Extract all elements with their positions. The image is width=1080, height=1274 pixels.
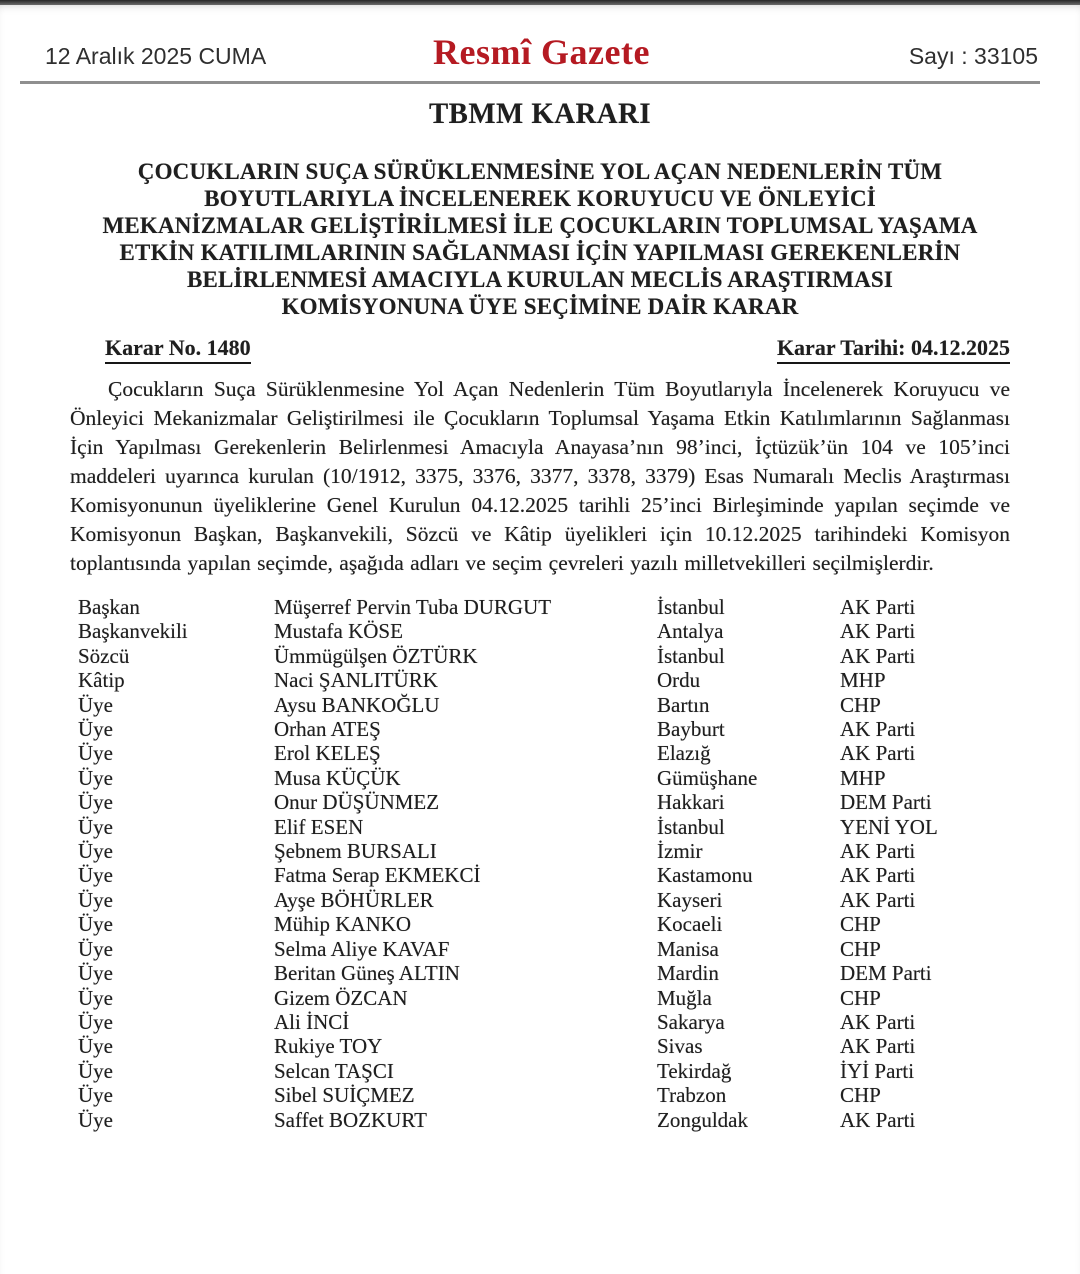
- member-party: AK Parti: [840, 741, 916, 766]
- member-name: Musa KÜÇÜK: [274, 765, 401, 790]
- member-city: Mardin: [657, 961, 719, 986]
- decision-body-paragraph: Çocukların Suça Sürüklenmesine Yol Açan Nedenlerin Tüm Boyutlarıyla İncelenerek Koruyucu ve Önleyici Mekanizmalar Geliştirilmesi ile Çocukların Toplumsal Yaşama Etkin Katılımlarının Sağlanması İçin Yapılması Gerekenlerin Belirlenmesi Amacıyla Anayasa’nın 98’inci, İçtüzük’ün 104 ve 105’inci maddeleri uyarınca kurulan (10/1912, 3375, 3376, 3377, 3378, 3379) Esas Numaralı Meclis Araştırması Komisyonunun üyeliklerine Genel Kurulun 04.12.2025 tarihli 25’inci Birleşiminde yapılan seçimde ve Komisyonun Başkan, Başkanvekili, Sözcü ve Kâtip üyelikleri için 10.12.2025 tarihindeki Komisyon toplantısında yapılan seçimde, aşağıda adları ve seçim çevreleri yazılı milletvekilleri seçilmişlerdir.: [70, 377, 1010, 575]
- table-row: [78, 644, 1010, 668]
- member-city: İstanbul: [657, 814, 725, 839]
- member-role: Üye: [78, 790, 113, 815]
- member-name: Aysu BANKOĞLU: [274, 692, 440, 717]
- member-city: Bartın: [657, 692, 710, 717]
- decision-number: Karar No. 1480: [105, 335, 251, 364]
- member-city: Kocaeli: [657, 912, 723, 937]
- member-city: Antalya: [657, 619, 724, 644]
- member-role: Üye: [78, 741, 113, 766]
- member-name: Onur DÜŞÜNMEZ: [274, 790, 440, 815]
- member-party: CHP: [840, 985, 881, 1010]
- table-row: [78, 668, 1010, 692]
- member-role: Üye: [78, 765, 113, 790]
- table-row: [78, 1034, 1010, 1058]
- member-role: Üye: [78, 1009, 113, 1034]
- member-role: Üye: [78, 839, 113, 864]
- member-name: Mühip KANKO: [274, 912, 412, 937]
- table-row: [78, 717, 1010, 741]
- member-city: Zonguldak: [657, 1107, 748, 1132]
- member-city: Manisa: [657, 936, 719, 961]
- table-row: [78, 912, 1010, 936]
- member-name: Gizem ÖZCAN: [274, 985, 408, 1010]
- member-role: Üye: [78, 814, 113, 839]
- member-name: Saffet BOZKURT: [274, 1107, 427, 1132]
- decision-title-line: BOYUTLARIYLA İNCELENEREK KORUYUCU VE ÖNLEYİCİ: [204, 186, 876, 211]
- member-role: Üye: [78, 1058, 113, 1083]
- decision-date: Karar Tarihi: 04.12.2025: [777, 335, 1010, 364]
- table-row: [78, 888, 1010, 912]
- member-party: DEM Parti: [840, 790, 932, 815]
- member-role: Üye: [78, 1083, 113, 1108]
- table-row: [78, 863, 1010, 887]
- table-row: [78, 619, 1010, 643]
- member-party: AK Parti: [840, 595, 916, 619]
- member-city: Hakkari: [657, 790, 725, 815]
- decision-meta: [70, 335, 1010, 364]
- member-city: Kastamonu: [657, 863, 753, 888]
- member-party: İYİ Parti: [840, 1058, 915, 1083]
- header-divider: [20, 81, 1040, 84]
- member-role: Üye: [78, 985, 113, 1010]
- member-city: Sivas: [657, 1034, 703, 1059]
- member-role: Üye: [78, 961, 113, 986]
- member-role: Üye: [78, 863, 113, 888]
- member-party: AK Parti: [840, 887, 916, 912]
- table-row: [78, 693, 1010, 717]
- member-name: Fatma Serap EKMEKCİ: [274, 863, 481, 888]
- decision-title-line: KOMİSYONUNA ÜYE SEÇİMİNE DAİR KARAR: [281, 294, 799, 319]
- member-name: Selma Aliye KAVAF: [274, 936, 450, 961]
- member-name: Müşerref Pervin Tuba DURGUT: [274, 595, 552, 619]
- member-party: AK Parti: [840, 1107, 916, 1132]
- member-party: AK Parti: [840, 863, 916, 888]
- member-name: Ali İNCİ: [274, 1009, 350, 1034]
- member-name: Ayşe BÖHÜRLER: [274, 887, 434, 912]
- member-name: Naci ŞANLITÜRK: [274, 668, 438, 693]
- member-role: Üye: [78, 887, 113, 912]
- member-city: İzmir: [657, 839, 703, 864]
- member-city: Sakarya: [657, 1009, 725, 1034]
- table-row: [78, 839, 1010, 863]
- member-city: Trabzon: [657, 1083, 727, 1108]
- gazette-masthead: Resmî Gazete: [433, 32, 650, 72]
- table-row: [78, 766, 1010, 790]
- table-row: [78, 595, 1010, 619]
- gazette-issue-number: Sayı : 33105: [908, 43, 1038, 69]
- member-city: Kayseri: [657, 887, 723, 912]
- gazette-date: 12 Aralık 2025 CUMA: [45, 43, 267, 69]
- decision-title-line: MEKANİZMALAR GELİŞTİRİLMESİ İLE ÇOCUKLARIN TOPLUMSAL YAŞAMA: [102, 213, 978, 238]
- member-role: Üye: [78, 1034, 113, 1059]
- member-city: İstanbul: [657, 595, 725, 619]
- member-party: MHP: [840, 668, 886, 693]
- member-party: CHP: [840, 912, 881, 937]
- table-row: [78, 937, 1010, 961]
- decision-title-line: ÇOCUKLARIN SUÇA SÜRÜKLENMESİNE YOL AÇAN NEDENLERİN TÜM: [137, 159, 943, 184]
- member-name: Ümmügülşen ÖZTÜRK: [274, 643, 478, 668]
- member-role: Üye: [78, 1107, 113, 1132]
- member-role: Üye: [78, 912, 113, 937]
- table-row: [78, 1059, 1010, 1083]
- member-party: MHP: [840, 765, 886, 790]
- decision-document: [0, 97, 1080, 1132]
- member-name: Mustafa KÖSE: [274, 619, 403, 644]
- member-role: Başkanvekili: [78, 619, 188, 644]
- members-table: [78, 595, 1010, 1132]
- page-header: [0, 0, 1080, 70]
- document-kicker: TBMM KARARI: [428, 97, 652, 130]
- table-row: [78, 790, 1010, 814]
- scan-edge-shadow: [0, 0, 1080, 5]
- member-party: CHP: [840, 936, 881, 961]
- member-city: Elazığ: [657, 741, 711, 766]
- member-name: Şebnem BURSALI: [274, 839, 437, 864]
- member-city: Muğla: [657, 985, 712, 1010]
- member-role: Kâtip: [78, 668, 125, 693]
- table-row: [78, 1108, 1010, 1132]
- member-party: DEM Parti: [840, 961, 932, 986]
- table-row: [78, 961, 1010, 985]
- table-row: [78, 986, 1010, 1010]
- member-name: Erol KELEŞ: [274, 741, 381, 766]
- member-name: Rukiye TOY: [274, 1034, 383, 1059]
- member-party: AK Parti: [840, 839, 916, 864]
- member-party: AK Parti: [840, 717, 916, 742]
- member-city: Bayburt: [657, 717, 725, 742]
- member-name: Orhan ATEŞ: [274, 717, 381, 742]
- member-city: Ordu: [657, 668, 701, 693]
- table-row: [78, 1010, 1010, 1034]
- table-row: [78, 1083, 1010, 1107]
- member-party: AK Parti: [840, 1034, 916, 1059]
- member-party: AK Parti: [840, 1009, 916, 1034]
- member-role: Başkan: [78, 595, 140, 619]
- member-role: Üye: [78, 936, 113, 961]
- member-role: Sözcü: [78, 643, 130, 668]
- member-party: YENİ YOL: [840, 814, 938, 839]
- member-name: Elif ESEN: [274, 814, 364, 839]
- table-row: [78, 815, 1010, 839]
- member-name: Selcan TAŞCI: [274, 1058, 394, 1083]
- member-city: Tekirdağ: [657, 1058, 732, 1083]
- member-party: CHP: [840, 1083, 881, 1108]
- member-role: Üye: [78, 692, 113, 717]
- decision-title-line: BELİRLENMESİ AMACIYLA KURULAN MECLİS ARAŞTIRMASI: [186, 267, 894, 292]
- member-party: CHP: [840, 692, 881, 717]
- member-name: Beritan Güneş ALTIN: [274, 961, 460, 986]
- member-role: Üye: [78, 717, 113, 742]
- member-name: Sibel SUİÇMEZ: [274, 1083, 415, 1108]
- decision-content: [0, 335, 1080, 1132]
- decision-title-line: ETKİN KATILIMLARININ SAĞLANMASI İÇİN YAPILMASI GEREKENLERİN: [119, 240, 961, 265]
- table-row: [78, 741, 1010, 765]
- member-city: İstanbul: [657, 643, 725, 668]
- member-party: AK Parti: [840, 643, 916, 668]
- member-city: Gümüşhane: [657, 765, 758, 790]
- member-party: AK Parti: [840, 619, 916, 644]
- decision-title: [0, 158, 1080, 320]
